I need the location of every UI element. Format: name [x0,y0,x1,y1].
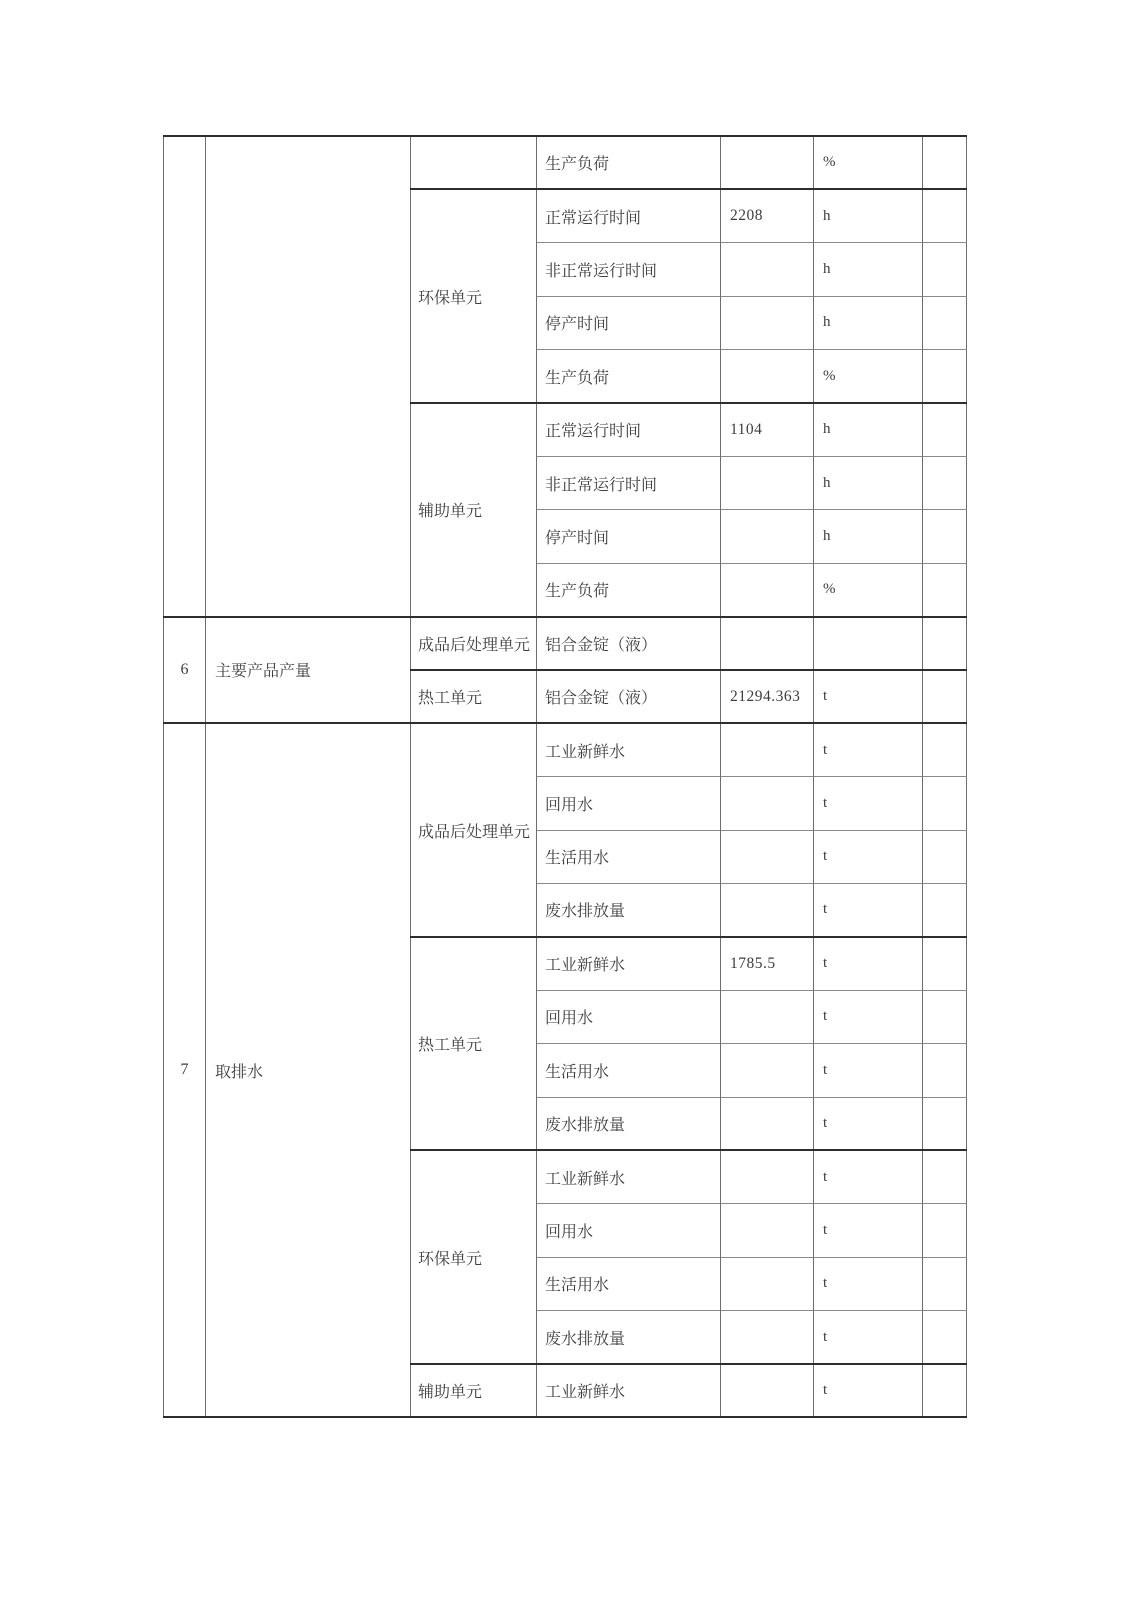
cell-unit-symbol: % [814,350,923,403]
cell-unit-symbol: h [814,296,923,349]
cell-unit-symbol: h [814,189,923,242]
table-row [164,136,967,189]
cell-section-number [164,136,206,617]
cell-unit-name: 环保单元 [411,1150,537,1364]
cell-section-name [206,136,411,617]
cell-unit-symbol: % [814,563,923,616]
cell-unit-symbol: t [814,1311,923,1364]
cell-item-value [721,510,814,563]
cell-unit-symbol: t [814,830,923,883]
cell-unit-name: 成品后处理单元 [411,723,537,937]
cell-item-name: 生活用水 [537,1257,721,1310]
cell-item-name: 废水排放量 [537,1311,721,1364]
cell-blank [923,243,967,296]
cell-item-name: 废水排放量 [537,883,721,936]
cell-blank [923,563,967,616]
table-row [164,617,967,670]
cell-item-name: 工业新鲜水 [537,723,721,776]
cell-item-name: 生产负荷 [537,563,721,616]
cell-unit-name [411,136,537,189]
cell-unit-name: 辅助单元 [411,1364,537,1417]
cell-item-name: 工业新鲜水 [537,937,721,990]
cell-blank [923,403,967,456]
cell-unit-symbol: t [814,1044,923,1097]
cell-unit-symbol: t [814,1257,923,1310]
cell-unit-name: 热工单元 [411,670,537,723]
cell-unit-symbol: t [814,1097,923,1150]
cell-blank [923,1364,967,1417]
cell-item-value [721,1150,814,1203]
cell-unit-name: 环保单元 [411,189,537,403]
cell-item-value [721,1364,814,1417]
cell-unit-name: 成品后处理单元 [411,617,537,670]
cell-blank [923,456,967,509]
cell-item-value [721,350,814,403]
cell-item-name: 正常运行时间 [537,403,721,456]
cell-blank [923,189,967,242]
cell-unit-symbol: h [814,403,923,456]
cell-unit-symbol: t [814,990,923,1043]
cell-blank [923,617,967,670]
cell-item-name: 非正常运行时间 [537,456,721,509]
cell-item-value [721,1311,814,1364]
cell-blank [923,350,967,403]
cell-blank [923,1150,967,1203]
report-table-body [164,136,967,1417]
cell-blank [923,510,967,563]
cell-unit-name: 热工单元 [411,937,537,1151]
cell-blank [923,1204,967,1257]
cell-unit-name: 辅助单元 [411,403,537,617]
cell-unit-symbol: h [814,510,923,563]
cell-unit-symbol: t [814,937,923,990]
cell-item-value [721,243,814,296]
cell-item-value [721,1044,814,1097]
cell-item-value [721,563,814,616]
cell-blank [923,1311,967,1364]
cell-unit-symbol: h [814,456,923,509]
cell-item-value [721,136,814,189]
cell-item-value: 2208 [721,189,814,242]
cell-item-value [721,296,814,349]
cell-item-name: 回用水 [537,990,721,1043]
cell-item-value: 1104 [721,403,814,456]
cell-item-name: 停产时间 [537,510,721,563]
cell-item-value [721,1257,814,1310]
report-table [163,135,967,1418]
cell-item-value [721,1204,814,1257]
cell-item-name: 回用水 [537,777,721,830]
cell-item-value [721,456,814,509]
cell-section-number: 7 [164,723,206,1417]
cell-item-name: 正常运行时间 [537,189,721,242]
cell-item-value: 21294.363 [721,670,814,723]
cell-item-name: 铝合金锭（液） [537,617,721,670]
cell-item-value [721,1097,814,1150]
cell-blank [923,670,967,723]
cell-item-value [721,830,814,883]
cell-unit-symbol: h [814,243,923,296]
cell-unit-symbol: t [814,777,923,830]
cell-item-value [721,883,814,936]
cell-blank [923,136,967,189]
cell-blank [923,883,967,936]
cell-blank [923,1097,967,1150]
cell-section-name: 取排水 [206,723,411,1417]
cell-item-value: 1785.5 [721,937,814,990]
table-row [164,723,967,776]
cell-unit-symbol [814,617,923,670]
cell-unit-symbol: t [814,1364,923,1417]
cell-blank [923,830,967,883]
cell-unit-symbol: t [814,670,923,723]
cell-blank [923,1044,967,1097]
cell-blank [923,937,967,990]
cell-unit-symbol: % [814,136,923,189]
cell-item-name: 生活用水 [537,1044,721,1097]
cell-blank [923,1257,967,1310]
cell-unit-symbol: t [814,1150,923,1203]
cell-section-name: 主要产品产量 [206,617,411,724]
cell-item-name: 生活用水 [537,830,721,883]
cell-item-name: 回用水 [537,1204,721,1257]
cell-blank [923,990,967,1043]
cell-item-value [721,990,814,1043]
cell-item-name: 工业新鲜水 [537,1150,721,1203]
cell-unit-symbol: t [814,883,923,936]
cell-blank [923,723,967,776]
cell-unit-symbol: t [814,723,923,776]
cell-blank [923,296,967,349]
cell-item-name: 非正常运行时间 [537,243,721,296]
cell-item-name: 生产负荷 [537,136,721,189]
cell-item-name: 生产负荷 [537,350,721,403]
cell-item-name: 停产时间 [537,296,721,349]
cell-item-name: 铝合金锭（液） [537,670,721,723]
cell-item-name: 工业新鲜水 [537,1364,721,1417]
cell-unit-symbol: t [814,1204,923,1257]
cell-item-value [721,723,814,776]
cell-item-name: 废水排放量 [537,1097,721,1150]
cell-item-value [721,617,814,670]
cell-item-value [721,777,814,830]
cell-blank [923,777,967,830]
cell-section-number: 6 [164,617,206,724]
